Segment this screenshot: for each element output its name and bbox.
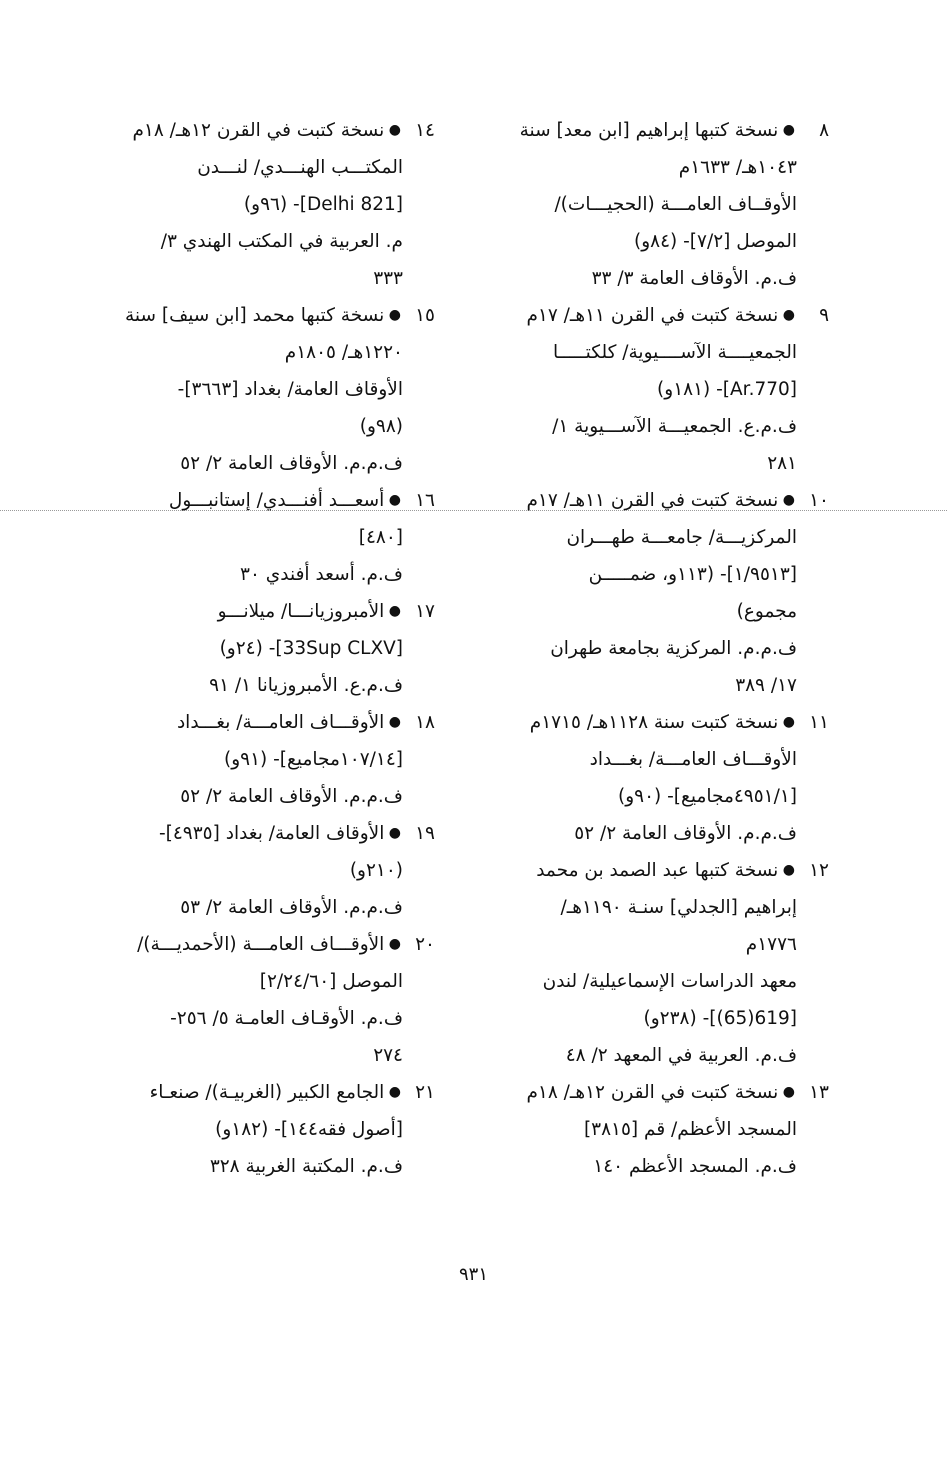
catalog-entry — [499, 1074, 829, 1185]
bullet-icon: ● — [778, 307, 795, 323]
entry-line: مجموع) — [736, 601, 797, 622]
entry-text: نسخة كتبها محمد [ابن سيف] سنة — [124, 305, 385, 326]
entry-text: الأوقـــاف العامـــة (الأحمديـــة)/ — [137, 934, 385, 955]
entry-first-line — [105, 1074, 435, 1111]
entry-first-line — [105, 704, 435, 741]
entry-line: [١٠٧/١٤مجاميع]- (٩١و) — [224, 749, 403, 770]
entry-first-line — [105, 926, 435, 963]
entry-line: ٢٧٤ — [373, 1045, 403, 1066]
entry-line: ف.م.ع. الجمعيـــة الآســـيوية ١/ — [552, 416, 797, 437]
bullet-icon: ● — [384, 307, 401, 323]
entry-line: [٤٨٠] — [358, 527, 403, 548]
entry-line: الأوقـــاف العامـــة/ بغـــداد — [589, 749, 797, 770]
entry-line: ٢٨١ — [767, 453, 797, 474]
catalog-entry — [499, 112, 829, 297]
bullet-icon: ● — [384, 492, 401, 508]
entry-line: ف.م. الأوقاف العامة ٣/ ٣٣ — [591, 268, 797, 289]
catalog-entry — [499, 704, 829, 852]
entry-line: الأوقــاف العامـــة (الحجيـــات)/ — [554, 194, 797, 215]
bullet-icon: ● — [384, 1084, 401, 1100]
entry-line: [33Sup CLXV]- (٢٤و) — [219, 638, 403, 659]
bullet-icon: ● — [384, 603, 401, 619]
entry-number: ١٠ — [809, 490, 829, 511]
catalog-entry — [105, 1074, 435, 1185]
entry-line: ف.م.م. الأوقاف العامة ٢/ ٥٢ — [574, 823, 797, 844]
entry-line: ٣٣٣ — [373, 268, 403, 289]
entry-line: [أصول فقه١٤٤]- (١٨٢و) — [215, 1119, 403, 1140]
entry-text: الأوقـــاف العامـــة/ بغـــداد — [176, 712, 385, 733]
entry-line: ف.م.م. المركزية بجامعة طهران — [550, 638, 797, 659]
entry-line: المسجد الأعظم/ قم [٣٨١٥] — [583, 1119, 797, 1140]
catalog-entry — [499, 297, 829, 482]
right-column — [499, 112, 829, 1185]
entry-first-line — [105, 112, 435, 149]
entry-line: الموصل [٧/٢]- (٨٤و) — [634, 231, 797, 252]
bullet-icon: ● — [384, 122, 401, 138]
bullet-icon: ● — [778, 122, 795, 138]
bullet-icon: ● — [778, 492, 795, 508]
entry-first-line — [105, 297, 435, 334]
entry-line: ف.م.ع. الأمبروزيانا ١/ ٩١ — [209, 675, 403, 696]
entry-number: ١٦ — [415, 490, 435, 511]
entry-first-line — [499, 704, 829, 741]
bullet-icon: ● — [778, 1084, 795, 1100]
entry-line: الأوقاف العامة/ بغداد [٣٦٦٣]- — [177, 379, 403, 400]
entry-number: ١٣ — [809, 1082, 829, 1103]
entry-number: ١٧ — [415, 601, 435, 622]
entry-line: ف.م. المسجد الأعظم ١٤٠ — [593, 1156, 797, 1177]
entry-text: نسخة كتبت سنة ١١٢٨هـ/ ١٧١٥م — [529, 712, 779, 733]
entry-text: نسخة كتبت في القرن ١١هـ/ ١٧م — [526, 490, 779, 511]
entry-first-line — [105, 815, 435, 852]
entry-text: الأوقاف العامة/ بغداد [٤٩٣٥]- — [158, 823, 385, 844]
entry-line: ف.م. المكتبة الغربية ٣٢٨ — [209, 1156, 403, 1177]
entry-line: ف.م.م. الأوقاف العامة ٢/ ٥٢ — [180, 453, 403, 474]
entry-number: ١٨ — [415, 712, 435, 733]
entry-text: الأمبروزيانـــا/ ميلانـــو — [217, 601, 385, 622]
entry-line: ١٢٢٠هـ/ ١٨٠٥م — [284, 342, 403, 363]
catalog-entry — [105, 112, 435, 297]
entry-first-line — [499, 482, 829, 519]
entry-line: ف.م.م. الأوقاف العامة ٢/ ٥٣ — [180, 897, 403, 918]
entry-text: نسخة كتبت في القرن ١٢هـ/ ١٨م — [526, 1082, 779, 1103]
entry-line: ف.م. العربية في المعهد ٢/ ٤٨ — [565, 1045, 797, 1066]
catalog-entry — [105, 593, 435, 704]
entry-text: نسخة كتبت في القرن ١١هـ/ ١٧م — [526, 305, 779, 326]
catalog-entry — [499, 852, 829, 1074]
entry-number: ١٤ — [415, 120, 435, 141]
entry-text: نسخة كتبت في القرن ١٢هـ/ ١٨م — [132, 120, 385, 141]
entry-text: أسعـــد أفنـــدي/ إستانبـــول — [168, 490, 385, 511]
entry-line: ١٧/ ٣٨٩ — [735, 675, 797, 696]
entry-line: [619(65)]- (٢٣٨و) — [643, 1008, 797, 1029]
left-column — [105, 112, 435, 1185]
entry-line: [Ar.770]- (١٨١و) — [657, 379, 797, 400]
entry-line: ١٧٧٦م — [745, 934, 797, 955]
bullet-icon: ● — [384, 714, 401, 730]
page-number: ٩٣١ — [458, 1264, 488, 1285]
catalog-entry — [105, 704, 435, 815]
entry-number: ١٩ — [415, 823, 435, 844]
entry-first-line — [105, 593, 435, 630]
entry-line: معهد الدراسات الإسماعيلية/ لندن — [542, 971, 797, 992]
entry-line: (٢١٠و) — [349, 860, 403, 881]
entry-text: نسخة كتبها عبد الصمد بن محمد — [536, 860, 779, 881]
entry-line: المكتـــب الهنـــدي/ لنـــدن — [197, 157, 403, 178]
entry-line: [Delhi 821]- (٩٦و) — [243, 194, 403, 215]
entry-number: ٢١ — [415, 1082, 435, 1103]
entry-number: ٢٠ — [415, 934, 435, 955]
entry-line: (٩٨و) — [359, 416, 403, 437]
entry-line: ف.م. الأوقـاف العامـة ٥/ ٢٥٦- — [170, 1008, 403, 1029]
entry-line: الجمعيــــة الآســــيوية/ كلكتـــــا — [552, 342, 797, 363]
entry-line: إبراهيم [الجدلي] سنـة ١١٩٠هـ/ — [560, 897, 797, 918]
catalog-entry — [105, 926, 435, 1074]
entry-text: نسخة كتبها إبراهيم [ابن معد] سنة — [519, 120, 779, 141]
catalog-entry — [499, 482, 829, 704]
catalog-entry — [105, 815, 435, 926]
entry-line: [٤٩٥١/١مجاميع]- (٩٠و) — [618, 786, 797, 807]
entry-number: ١٥ — [415, 305, 435, 326]
entry-line: ف.م.م. الأوقاف العامة ٢/ ٥٢ — [180, 786, 403, 807]
bullet-icon: ● — [384, 936, 401, 952]
entry-line: م. العربية في المكتب الهندي ٣/ — [160, 231, 403, 252]
catalog-entry — [105, 482, 435, 593]
entry-number: ٨ — [819, 120, 829, 141]
entry-first-line — [499, 852, 829, 889]
entry-first-line — [499, 112, 829, 149]
bullet-icon: ● — [778, 862, 795, 878]
bullet-icon: ● — [778, 714, 795, 730]
entry-line: ف.م. أسعد أفندي ٣٠ — [240, 564, 403, 585]
entry-line: ١٠٤٣هـ/ ١٦٣٣م — [678, 157, 797, 178]
entry-text: الجامع الكبير (الغربيـة)/ صنعـاء — [149, 1082, 385, 1103]
entry-number: ١٢ — [809, 860, 829, 881]
entry-line: المركزيـــة/ جامعـــة طهـــران — [566, 527, 797, 548]
entry-first-line — [499, 297, 829, 334]
entry-first-line — [105, 482, 435, 519]
entry-first-line — [499, 1074, 829, 1111]
bullet-icon: ● — [384, 825, 401, 841]
entry-number: ٩ — [819, 305, 829, 326]
entry-line: الموصل [٢/٢٤/٦٠] — [259, 971, 403, 992]
entry-line: [١/٩٥١٣]- (١١٣و، ضمـــــن — [588, 564, 797, 585]
entry-number: ١١ — [809, 712, 829, 733]
catalog-entry — [105, 297, 435, 482]
